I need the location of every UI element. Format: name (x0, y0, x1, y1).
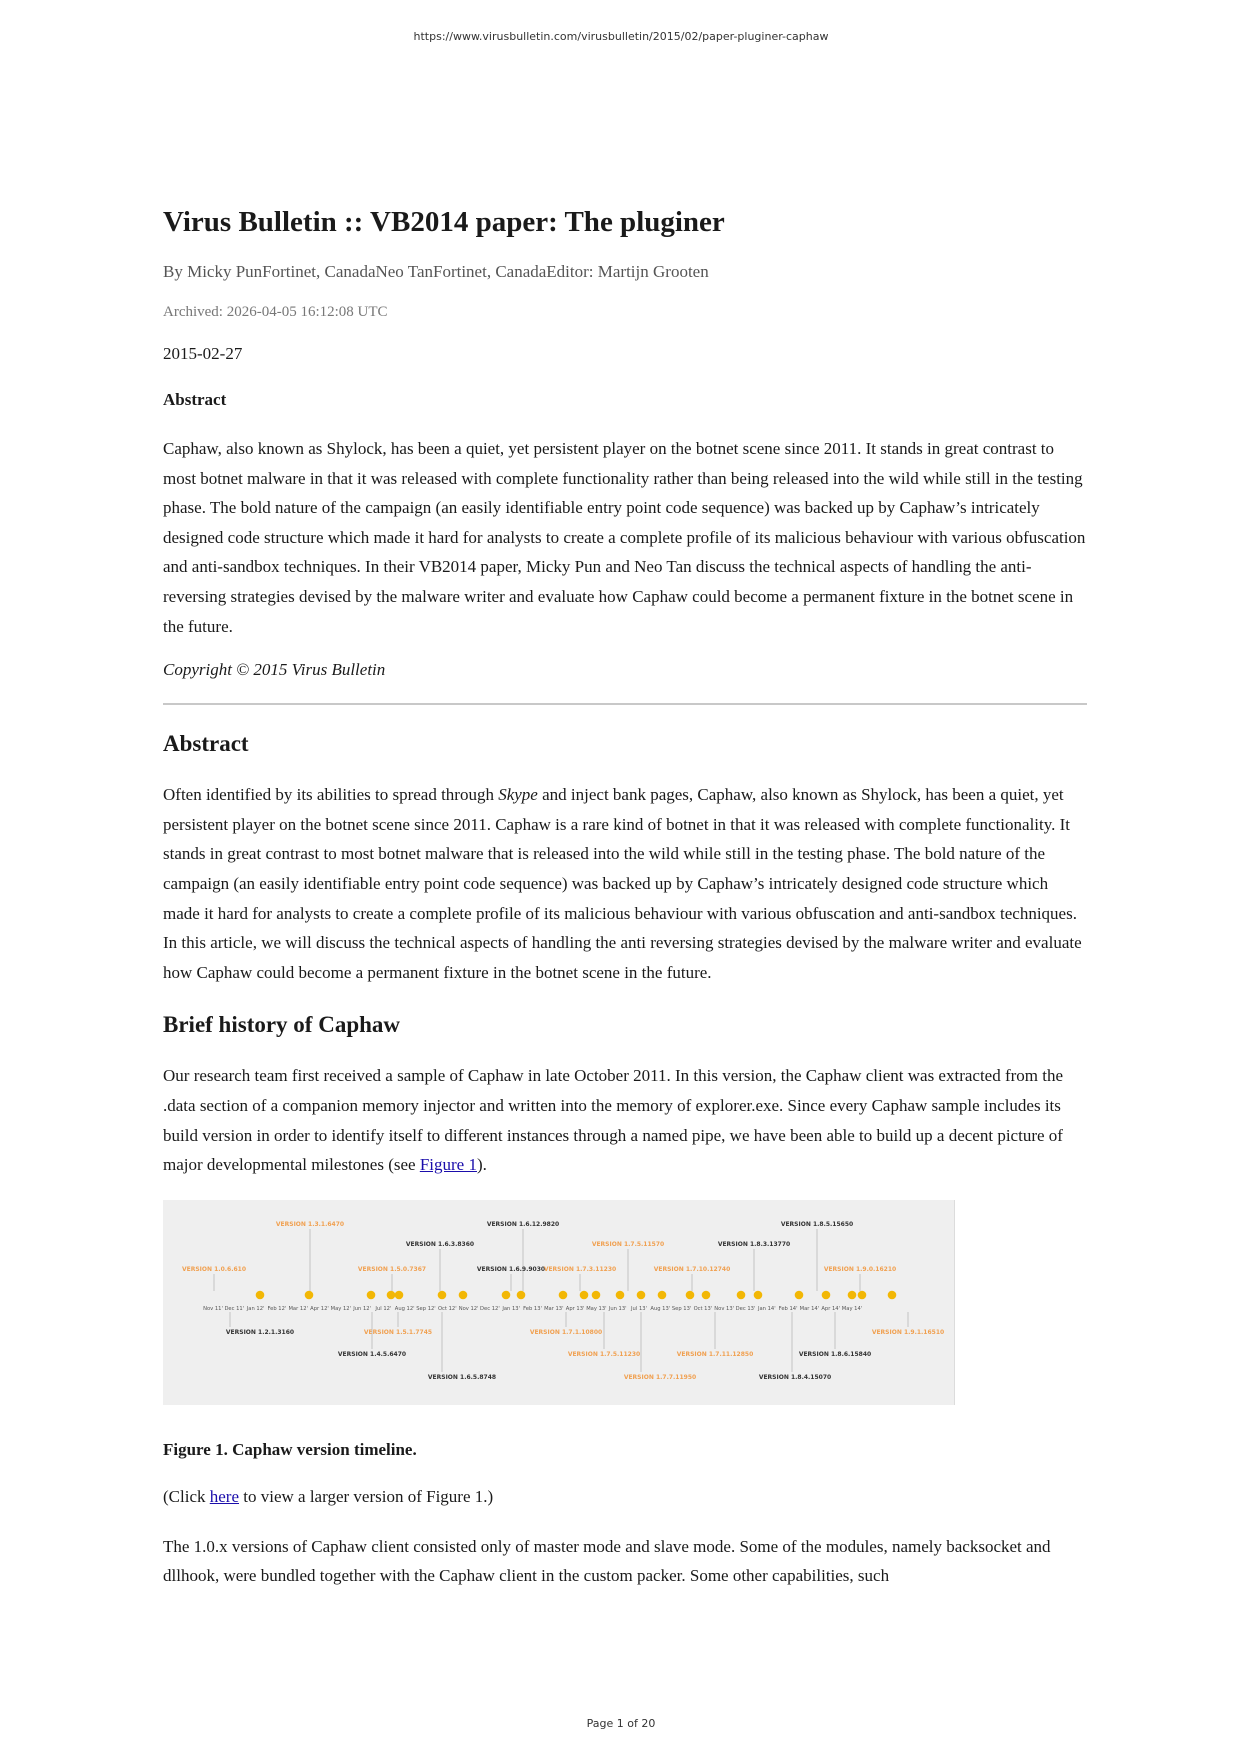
history-paragraph (163, 1061, 1087, 1179)
milestone-dot (754, 1290, 763, 1299)
month-tick-label: Dec 12' (480, 1305, 500, 1312)
version-label: VERSION 1.9.0.16210 (823, 1265, 897, 1273)
summary-paragraph: Caphaw, also known as Shylock, has been a quiet, yet persistent player on the botnet scene since 2011. It stands in great contrast to most botnet malware in that it was released with complete functionality rather than being released into the wild while still in the testing phase. The bold nature of the campaign (an easily identifiable entry point code sequence) was backed up by Caphaw’s intricately designed code structure which made it hard for analysts to create a complete profile of its malicious behaviour with various obfuscation and anti-sandbox techniques. In their VB2014 paper, Micky Pun and Neo Tan discuss the technical aspects of handling the anti-reversing strategies devised by the malware writer and evaluate how Caphaw could become a permanent fixture in the botnet scene in the future. (163, 439, 1086, 636)
version-label: VERSION 1.6.5.8748 (427, 1373, 497, 1381)
milestone-dot (517, 1290, 526, 1299)
month-tick-label: Sep 12' (416, 1305, 436, 1312)
month-tick-label: Sep 13' (671, 1305, 692, 1312)
month-tick-label: Jul 13' (631, 1305, 647, 1312)
milestone-dot (438, 1290, 447, 1299)
version-label: VERSION 1.4.5.6470 (337, 1350, 407, 1358)
month-tick-label: May 14' (841, 1305, 863, 1312)
month-tick-label: Oct 12' (437, 1305, 457, 1312)
article (163, 202, 1087, 1591)
version-label: VERSION 1.3.1.6470 (275, 1220, 345, 1228)
milestone-dot (702, 1290, 711, 1299)
version-label: VERSION 1.0.6.610 (181, 1265, 247, 1273)
version-label: VERSION 1.5.0.7367 (357, 1265, 427, 1273)
publish-date: 2015-02-27 (163, 344, 243, 363)
milestone-dot (658, 1290, 667, 1299)
month-tick-label: Feb 13' (523, 1305, 542, 1312)
page-title: Virus Bulletin :: VB2014 paper: The pluginer (163, 206, 725, 238)
enlarge-text-start: (Click (163, 1486, 210, 1506)
month-tick-label: Jan 12' (246, 1305, 265, 1312)
month-tick-label: Oct 13' (693, 1305, 713, 1312)
month-tick-label: Nov 13' (714, 1305, 735, 1312)
enlarge-text-end: to view a larger version of Figure 1.) (239, 1486, 494, 1506)
month-tick-label: Feb 14' (778, 1305, 798, 1312)
skype-term: Skype (498, 785, 538, 805)
version-label: VERSION 1.7.10.12740 (653, 1265, 731, 1273)
month-tick-label: Aug 12' (394, 1305, 415, 1312)
month-tick-label: May 12' (330, 1305, 352, 1312)
month-tick-label: Mar 13' (544, 1305, 564, 1312)
milestone-dot (737, 1290, 746, 1299)
milestone-dot (256, 1290, 265, 1299)
version-label: VERSION 1.7.5.11230 (567, 1350, 641, 1358)
month-tick-label: Jan 14' (757, 1305, 776, 1312)
month-tick-label: Jun 13' (608, 1305, 627, 1312)
milestone-dot (580, 1290, 589, 1299)
abstract-text-end: and inject bank pages, Caphaw, also known as Shylock, has been a quiet, yet persistent player on the botnet scene since 2011. Caphaw is a rare kind of botnet in that it was released with complete functionality. It stands in great contrast to most botnet malware that is released into the wild while still in the testing phase. The bold nature of the campaign (an easily identifiable entry point code sequence) was backed up by Caphaw’s intricately designed code structure which made it hard for analysts to create a complete profile of its malicious behaviour with various obfuscation and anti-sandbox techniques. In this article, we will discuss the technical aspects of handling the anti reversing strategies devised by the malware writer and evaluate how Caphaw could become a permanent fixture in the botnet scene in the future. (163, 785, 1082, 982)
abstract-heading: Abstract (163, 731, 249, 757)
version-label: VERSION 1.7.1.10800 (529, 1328, 603, 1336)
milestone-dot (305, 1290, 314, 1299)
version-label: VERSION 1.8.5.15650 (780, 1220, 854, 1228)
version-label: VERSION 1.7.11.12850 (676, 1350, 754, 1358)
caphaw-timeline-figure (163, 1200, 955, 1405)
milestone-dot (616, 1290, 625, 1299)
milestone-dot (822, 1290, 831, 1299)
abstract-paragraph (163, 780, 1087, 987)
month-tick-label: Nov 12' (458, 1305, 479, 1312)
milestone-dot (559, 1290, 568, 1299)
month-tick-label: Nov 11' (203, 1305, 223, 1312)
enlarge-note (163, 1485, 1087, 1509)
versions-paragraph: The 1.0.x versions of Caphaw client consisted only of master mode and slave mode. Some of the modules, namely backsocket and dllhook, were bundled together with the Caphaw client in the custom packer. Some other capabilities, such (163, 1536, 1051, 1586)
history-text-end: ). (476, 1155, 487, 1175)
byline: By Micky PunFortinet, CanadaNeo TanFortinet, CanadaEditor: Martijn Grooten (163, 262, 709, 281)
month-tick-label: Jul 12' (375, 1305, 392, 1312)
version-label: VERSION 1.8.6.15840 (798, 1350, 872, 1358)
page-number: Page 1 of 20 (586, 1717, 656, 1730)
month-tick-label: Aug 13' (650, 1305, 671, 1312)
milestone-dot (848, 1290, 857, 1299)
month-tick-label: Dec 11' (224, 1305, 245, 1312)
version-label: VERSION 1.5.1.7745 (363, 1328, 433, 1336)
enlarge-figure-link[interactable]: here (209, 1486, 240, 1506)
month-tick-label: Dec 13' (735, 1305, 756, 1312)
month-tick-label: Mar 14' (799, 1305, 820, 1312)
version-label: VERSION 1.7.5.11570 (591, 1240, 665, 1248)
version-label: VERSION 1.6.9.9030 (476, 1265, 546, 1273)
abstract-label: Abstract (163, 390, 227, 409)
milestone-dot (387, 1290, 396, 1299)
abstract-text-start: Often identified by its abilities to spread through (163, 785, 499, 805)
month-tick-label: Jun 12' (353, 1305, 371, 1312)
version-label: VERSION 1.7.3.11230 (543, 1265, 617, 1273)
milestone-dot (395, 1290, 404, 1299)
milestone-dot (367, 1290, 376, 1299)
page-url-header: https://www.virusbulletin.com/virusbulletin/2015/02/paper-pluginer-caphaw (413, 30, 829, 43)
figure-1-link[interactable]: Figure 1 (419, 1155, 477, 1175)
milestone-dot (686, 1290, 695, 1299)
version-label: VERSION 1.8.4.15070 (758, 1373, 832, 1381)
figure-caption: Figure 1. Caphaw version timeline. (163, 1439, 417, 1459)
section-divider (163, 703, 1087, 705)
milestone-dot (858, 1290, 867, 1299)
version-label: VERSION 1.9.1.16510 (871, 1328, 945, 1336)
version-label: VERSION 1.2.1.3160 (225, 1328, 295, 1336)
month-tick-label: Apr 14' (821, 1305, 841, 1312)
milestone-dot (637, 1290, 646, 1299)
version-label: VERSION 1.6.3.8360 (405, 1240, 475, 1248)
milestone-dot (888, 1290, 897, 1299)
history-heading: Brief history of Caphaw (163, 1012, 401, 1038)
month-tick-label: Mar 12' (288, 1305, 308, 1312)
version-label: VERSION 1.6.12.9820 (486, 1220, 560, 1228)
version-label: VERSION 1.8.3.13770 (717, 1240, 791, 1248)
archived-timestamp: Archived: 2026-04-05 16:12:08 UTC (163, 304, 388, 320)
milestone-dot (592, 1290, 601, 1299)
copyright-notice: Copyright © 2015 Virus Bulletin (163, 660, 386, 680)
milestone-dot (502, 1290, 511, 1299)
month-tick-label: Apr 12' (310, 1305, 329, 1312)
month-tick-label: Jan 13' (502, 1305, 521, 1312)
history-text-start: Our research team first received a sample of Caphaw in late October 2011. In this version, the Caphaw client was extracted from the .data section of a companion memory injector and written into the memory of explorer.exe. Since every Caphaw sample includes its build version in order to identify itself to different instances through a named pipe, we have been able to build up a decent picture of major developmental milestones (see (163, 1066, 1064, 1175)
month-tick-label: Apr 13' (565, 1305, 585, 1312)
month-tick-label: May 13' (586, 1305, 607, 1312)
milestone-dot (459, 1290, 468, 1299)
month-tick-label: Feb 12' (267, 1305, 287, 1312)
timeline-graphic (163, 1200, 954, 1405)
milestone-dot (795, 1290, 804, 1299)
version-label: VERSION 1.7.7.11950 (623, 1373, 697, 1381)
